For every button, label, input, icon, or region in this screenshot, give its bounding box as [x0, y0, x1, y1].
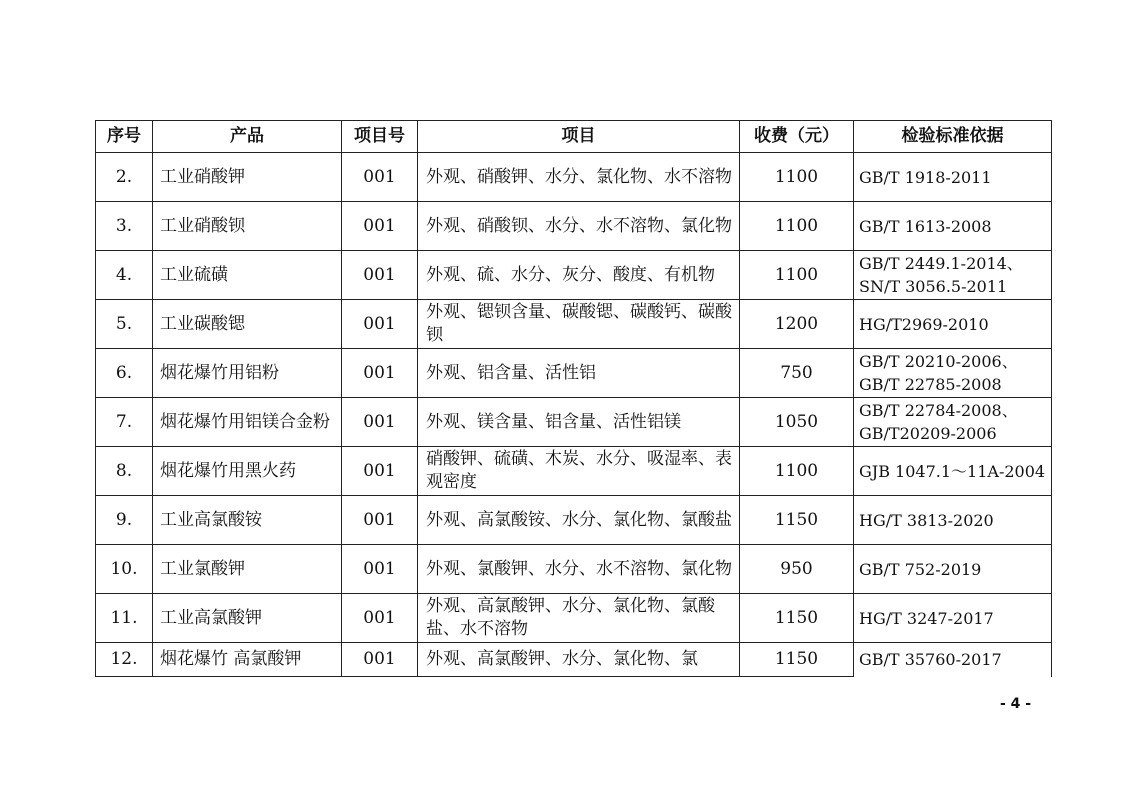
table-row — [96, 251, 1052, 300]
cell-fee: 1100 — [740, 153, 854, 202]
header-items: 项目 — [418, 121, 740, 153]
cell-standard: HG/T 3813-2020 — [854, 496, 1052, 545]
cell-product: 工业氯酸钾 — [153, 545, 342, 594]
cell-standard: GB/T 2449.1-2014、SN/T 3056.5-2011 — [854, 251, 1052, 300]
table-header-row — [96, 121, 1052, 153]
cell-items: 外观、硫、水分、灰分、酸度、有机物 — [418, 251, 740, 300]
cell-code: 001 — [342, 545, 418, 594]
cell-code: 001 — [342, 202, 418, 251]
header-code: 项目号 — [342, 121, 418, 153]
cell-fee: 750 — [740, 349, 854, 398]
header-fee: 收费（元） — [740, 121, 854, 153]
cell-items: 外观、硝酸钡、水分、水不溶物、氯化物 — [418, 202, 740, 251]
cell-fee: 1150 — [740, 496, 854, 545]
cell-items: 外观、高氯酸铵、水分、氯化物、氯酸盐 — [418, 496, 740, 545]
cell-fee: 1150 — [740, 643, 854, 677]
cell-no: 11. — [96, 594, 153, 643]
cell-items: 硝酸钾、硫磺、木炭、水分、吸湿率、表观密度 — [418, 447, 740, 496]
cell-code: 001 — [342, 153, 418, 202]
cell-standard: GB/T 35760-2017 — [854, 643, 1052, 677]
table-row — [96, 349, 1052, 398]
header-standard: 检验标准依据 — [854, 121, 1052, 153]
cell-standard: HG/T 3247-2017 — [854, 594, 1052, 643]
cell-standard: GJB 1047.1～11A-2004 — [854, 447, 1052, 496]
header-no: 序号 — [96, 121, 153, 153]
cell-product: 工业硫磺 — [153, 251, 342, 300]
cell-standard: GB/T 20210-2006、GB/T 22785-2008 — [854, 349, 1052, 398]
cell-items: 外观、镁含量、铝含量、活性铝镁 — [418, 398, 740, 447]
cell-fee: 950 — [740, 545, 854, 594]
cell-product: 烟花爆竹用铝镁合金粉 — [153, 398, 342, 447]
cell-product: 工业硝酸钡 — [153, 202, 342, 251]
cell-product: 烟花爆竹用黑火药 — [153, 447, 342, 496]
cell-fee: 1150 — [740, 594, 854, 643]
cell-fee: 1100 — [740, 251, 854, 300]
table-row — [96, 153, 1052, 202]
cell-code: 001 — [342, 398, 418, 447]
cell-fee: 1100 — [740, 202, 854, 251]
cell-no: 4. — [96, 251, 153, 300]
cell-no: 6. — [96, 349, 153, 398]
cell-product: 工业硝酸钾 — [153, 153, 342, 202]
cell-no: 12. — [96, 643, 153, 677]
cell-standard: GB/T 752-2019 — [854, 545, 1052, 594]
table-row — [96, 300, 1052, 349]
cell-items: 外观、锶钡含量、碳酸锶、碳酸钙、碳酸钡 — [418, 300, 740, 349]
cell-no: 9. — [96, 496, 153, 545]
cell-code: 001 — [342, 300, 418, 349]
table-row — [96, 447, 1052, 496]
cell-standard: GB/T 22784-2008、GB/T20209-2006 — [854, 398, 1052, 447]
cell-product: 工业高氯酸钾 — [153, 594, 342, 643]
cell-items: 外观、硝酸钾、水分、氯化物、水不溶物 — [418, 153, 740, 202]
table-row — [96, 398, 1052, 447]
table-row — [96, 202, 1052, 251]
cell-code: 001 — [342, 643, 418, 677]
cell-no: 7. — [96, 398, 153, 447]
cell-items: 外观、铝含量、活性铝 — [418, 349, 740, 398]
fee-table — [95, 120, 1052, 677]
cell-items: 外观、高氯酸钾、水分、氯化物、氯 — [418, 643, 740, 677]
cell-fee: 1050 — [740, 398, 854, 447]
table-row — [96, 545, 1052, 594]
cell-no: 2. — [96, 153, 153, 202]
cell-fee: 1200 — [740, 300, 854, 349]
cell-standard: GB/T 1613-2008 — [854, 202, 1052, 251]
cell-product: 烟花爆竹 高氯酸钾 — [153, 643, 342, 677]
cell-code: 001 — [342, 594, 418, 643]
cell-product: 工业高氯酸铵 — [153, 496, 342, 545]
header-product: 产品 — [153, 121, 342, 153]
cell-code: 001 — [342, 496, 418, 545]
cell-items: 外观、氯酸钾、水分、水不溶物、氯化物 — [418, 545, 740, 594]
table-row — [96, 496, 1052, 545]
cell-fee: 1100 — [740, 447, 854, 496]
cell-product: 烟花爆竹用铝粉 — [153, 349, 342, 398]
page-number: - 4 - — [1000, 696, 1032, 712]
cell-no: 5. — [96, 300, 153, 349]
cell-standard: GB/T 1918-2011 — [854, 153, 1052, 202]
cell-product: 工业碳酸锶 — [153, 300, 342, 349]
cell-code: 001 — [342, 349, 418, 398]
cell-items: 外观、高氯酸钾、水分、氯化物、氯酸盐、水不溶物 — [418, 594, 740, 643]
cell-standard: HG/T2969-2010 — [854, 300, 1052, 349]
cell-no: 10. — [96, 545, 153, 594]
cell-code: 001 — [342, 447, 418, 496]
cell-no: 8. — [96, 447, 153, 496]
table-row — [96, 594, 1052, 643]
cell-no: 3. — [96, 202, 153, 251]
cell-code: 001 — [342, 251, 418, 300]
table-row — [96, 643, 1052, 677]
